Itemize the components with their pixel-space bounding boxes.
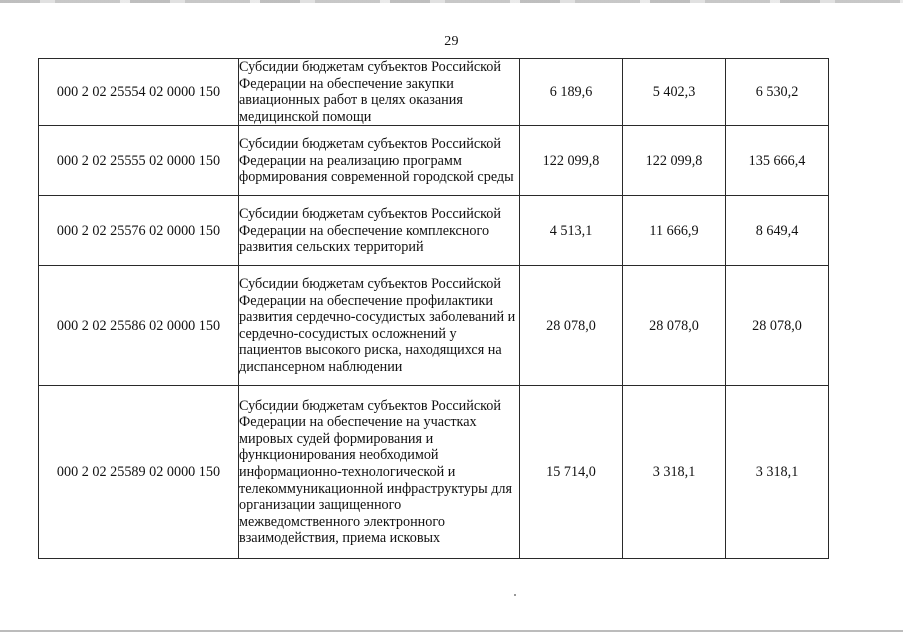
description-text: Субсидии бюджетам субъектов Российской Федерации на обеспечение комплексного развития сельских территорий xyxy=(239,205,501,256)
description-cell xyxy=(239,126,520,196)
description-cell xyxy=(239,386,520,559)
value-cell-2: 3 318,1 xyxy=(623,386,726,559)
value-cell-1: 15 714,0 xyxy=(520,386,623,559)
value-cell-1: 122 099,8 xyxy=(520,126,623,196)
scan-edge-bottom xyxy=(0,630,903,632)
description-text: Субсидии бюджетам субъектов Российской Федерации на обеспечение закупки авиационных работ в целях оказания медицинской помощи xyxy=(239,59,501,125)
page-number: 29 xyxy=(444,34,459,49)
description-cell xyxy=(239,266,520,386)
description-text: Субсидии бюджетам субъектов Российской Федерации на реализацию программ формирования современной городской среды xyxy=(239,135,514,186)
budget-code-cell: 000 2 02 25576 02 0000 150 xyxy=(39,196,239,266)
scan-edge-top xyxy=(0,0,903,3)
budget-code-cell: 000 2 02 25589 02 0000 150 xyxy=(39,386,239,559)
table-row xyxy=(39,59,829,126)
table-row xyxy=(39,196,829,266)
value-cell-1: 28 078,0 xyxy=(520,266,623,386)
value-cell-3: 6 530,2 xyxy=(726,59,829,126)
value-cell-2: 11 666,9 xyxy=(623,196,726,266)
value-cell-3: 3 318,1 xyxy=(726,386,829,559)
table-row xyxy=(39,386,829,559)
value-cell-1: 6 189,6 xyxy=(520,59,623,126)
value-cell-3: 8 649,4 xyxy=(726,196,829,266)
budget-code-cell: 000 2 02 25555 02 0000 150 xyxy=(39,126,239,196)
table-row xyxy=(39,266,829,386)
scan-speck xyxy=(514,594,516,596)
description-text: Субсидии бюджетам субъектов Российской Федерации на обеспечение на участках мировых судей формирования и функционирования необходимой информационно-технологической и телекоммуникационной инфраструктуры для организации защищенного межведомственного электронного взаимодействия, приема исковых xyxy=(239,397,513,547)
budget-table xyxy=(38,58,829,559)
table-row xyxy=(39,126,829,196)
budget-code-cell: 000 2 02 25586 02 0000 150 xyxy=(39,266,239,386)
value-cell-3: 135 666,4 xyxy=(726,126,829,196)
description-cell xyxy=(239,59,520,126)
budget-code-cell: 000 2 02 25554 02 0000 150 xyxy=(39,59,239,126)
value-cell-3: 28 078,0 xyxy=(726,266,829,386)
value-cell-1: 4 513,1 xyxy=(520,196,623,266)
description-cell xyxy=(239,196,520,266)
value-cell-2: 28 078,0 xyxy=(623,266,726,386)
value-cell-2: 5 402,3 xyxy=(623,59,726,126)
description-text: Субсидии бюджетам субъектов Российской Федерации на обеспечение профилактики развития сердечно-сосудистых заболеваний и сердечно-сосудистых осложнений у пациентов высокого риска, находящихся на диспансерном наблюдении xyxy=(239,276,516,376)
value-cell-2: 122 099,8 xyxy=(623,126,726,196)
